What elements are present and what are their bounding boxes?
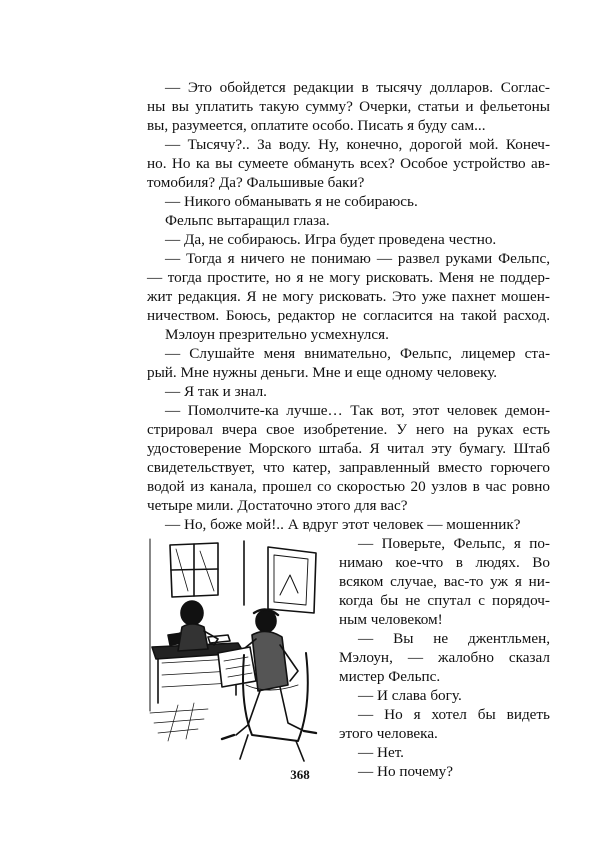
text-line: этого человека. <box>339 725 438 742</box>
text-line: — Это обойдется редакции в тысячу долларов. Соглас- <box>165 79 550 96</box>
text-line: — Тогда я ничего не понимаю — развел руками Фельпс, <box>165 250 550 267</box>
text-line: ным человеком! <box>339 611 443 628</box>
text-line: но. Но ка вы сумеете обмануть всех? Особое устройство ав- <box>147 155 550 172</box>
page-number: 368 <box>290 767 310 782</box>
text-line: нимаю кое-что в людях. Во <box>339 554 550 571</box>
text-line: мистер Фельпс. <box>339 668 441 685</box>
text-line: — Поверьте, Фельпс, я по- <box>358 535 550 552</box>
text-line: — Но, боже мой!.. А вдруг этот человек — мошенник? <box>165 516 521 533</box>
text-line: четыре мили. Достаточно этого для вас? <box>147 497 408 514</box>
text-line: ничеством. Боюсь, редактор не согласится на такой расход. <box>147 307 550 324</box>
text-line: всяком случае, вас-то уж я ни- <box>339 573 550 590</box>
text-line: свидетельствует, что катер, заправленный вместо горючего <box>147 459 550 476</box>
text-line: вы, разумеется, оплатите особо. Писать я буду сам... <box>147 117 486 134</box>
text-line: — Но почему? <box>358 763 453 780</box>
text-line: водой из канала, прошел со скоростью 20 узлов в час ровно <box>147 478 550 495</box>
text-line: — Вы не джентльмен, <box>358 630 550 647</box>
text-line: — тогда простите, но я не могу рисковать. Меня не поддер- <box>147 269 550 286</box>
text-line: стрировал вчера свое изобретение. У него на руках есть <box>147 421 550 438</box>
text-line: жит редакция. Я не могу рисковать. Это уже пахнет мошен- <box>147 288 550 305</box>
text-line: томобиля? Да? Фальшивые баки? <box>147 174 365 191</box>
text-line: — Помолчите-ка лучше… Так вот, этот человек демон- <box>165 402 550 419</box>
text-line: рый. Мне нужны деньги. Мне и еще одному человеку. <box>147 364 498 381</box>
text-line: удостоверение Морского штаба. Я читал эту бумагу. Штаб <box>147 440 550 457</box>
text-line: — Слушайте меня внимательно, Фельпс, лицемер ста- <box>165 345 550 362</box>
text-line: — Тысячу?.. За воду. Ну, конечно, дорогой мой. Конеч- <box>165 136 550 153</box>
text-line: — И слава богу. <box>358 687 462 704</box>
text-line: — Я так и знал. <box>165 383 267 400</box>
text-line: Мэлоун, — жалобно сказал <box>339 649 550 666</box>
text-line: ны вы уплатить такую сумму? Очерки, статьи и фельетоны <box>147 98 550 115</box>
text-line: Мэлоун презрительно усмехнулся. <box>165 326 389 343</box>
text-line: — Никого обманывать я не собираюсь. <box>165 193 418 210</box>
text-line: — Но я хотел бы видеть <box>358 706 550 723</box>
text-line: — Нет. <box>358 744 404 761</box>
text-line: когда бы не спутал с порядоч- <box>339 592 550 609</box>
text-line: Фельпс вытаращил глаза. <box>165 212 330 229</box>
office-scene-illustration <box>148 535 328 763</box>
text-line: — Да, не собираюсь. Игра будет проведена честно. <box>165 231 497 248</box>
